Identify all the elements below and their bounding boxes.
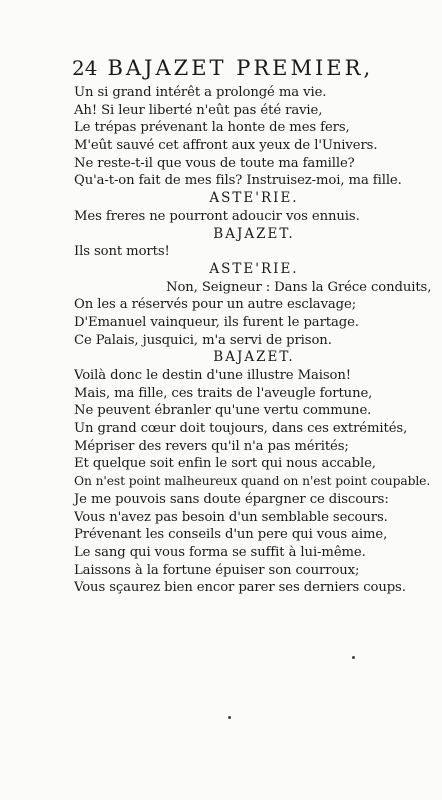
- verse-line: Mes freres ne pourront adoucir vos ennuis.: [74, 208, 360, 224]
- verse-line: Voilà donc le destin d'une illustre Maison!: [74, 368, 351, 383]
- verse-line: Et quelque soit enfin le sort qui nous accable,: [74, 456, 376, 472]
- verse-line: Le sang qui vous forma se suffit à lui-même.: [74, 544, 366, 560]
- speaker-name: BAJAZET.: [213, 349, 295, 366]
- verse-line: D'Emanuel vainqueur, ils furent le partage.: [74, 314, 359, 330]
- verse-line: Prévenant les conseils d'un pere qui vous aime,: [74, 527, 388, 543]
- speaker-name: ASTE'RIE.: [209, 260, 299, 277]
- verse-line: Vous n'avez pas besoin d'un semblable secours.: [74, 509, 388, 525]
- speaker-name: ASTE'RIE.: [209, 190, 299, 207]
- verse-line: Un grand cœur doit toujours, dans ces extrémités,: [74, 421, 408, 437]
- play-text: [74, 84, 432, 597]
- verse-line: Laissons à la fortune épuiser son courroux;: [74, 562, 360, 578]
- verse-line: Mais, ma fille, ces traits de l'aveugle fortune,: [74, 385, 373, 401]
- page-header: [72, 56, 392, 82]
- verse-line: On les a réservés pour un autre esclavage;: [74, 297, 357, 313]
- verse-line: Ne peuvent ébranler qu'une vertu commune.: [74, 403, 372, 419]
- running-title: BAJAZET PREMIER,: [107, 56, 374, 80]
- verse-line: On n'est point malheureux quand on n'est point coupable.: [74, 474, 431, 489]
- verse-line: Ah! Si leur liberté n'eût pas été ravie,: [74, 102, 323, 118]
- verse-line: M'eût sauvé cet affront aux yeux de l'Univers.: [74, 138, 378, 154]
- verse-line-indented: Non, Seigneur : Dans la Gréce conduits,: [166, 279, 432, 295]
- verse-line: Un si grand intérêt a prolongé ma vie.: [74, 85, 327, 100]
- page-number: 24: [72, 56, 98, 80]
- speaker-name: BAJAZET.: [213, 225, 295, 242]
- verse-line: Le trépas prévenant la honte de mes fers,: [74, 120, 350, 136]
- paper-speck: [352, 656, 355, 659]
- verse-line: Vous sçaurez bien encor parer ses derniers coups.: [74, 580, 406, 596]
- verse-line: Je me pouvois sans doute épargner ce discours:: [74, 491, 389, 507]
- verse-line: Ce Palais, jusquici, m'a servi de prison.: [74, 332, 332, 348]
- paper-speck: [228, 716, 231, 719]
- verse-line: Ne reste-t-il que vous de toute ma famille?: [74, 155, 355, 171]
- verse-line: Mépriser des revers qu'il n'a pas mérités;: [74, 438, 349, 454]
- verse-line: Ils sont morts!: [74, 244, 170, 260]
- verse-line: Qu'a-t-on fait de mes fils? Instruisez-moi, ma fille.: [74, 173, 402, 189]
